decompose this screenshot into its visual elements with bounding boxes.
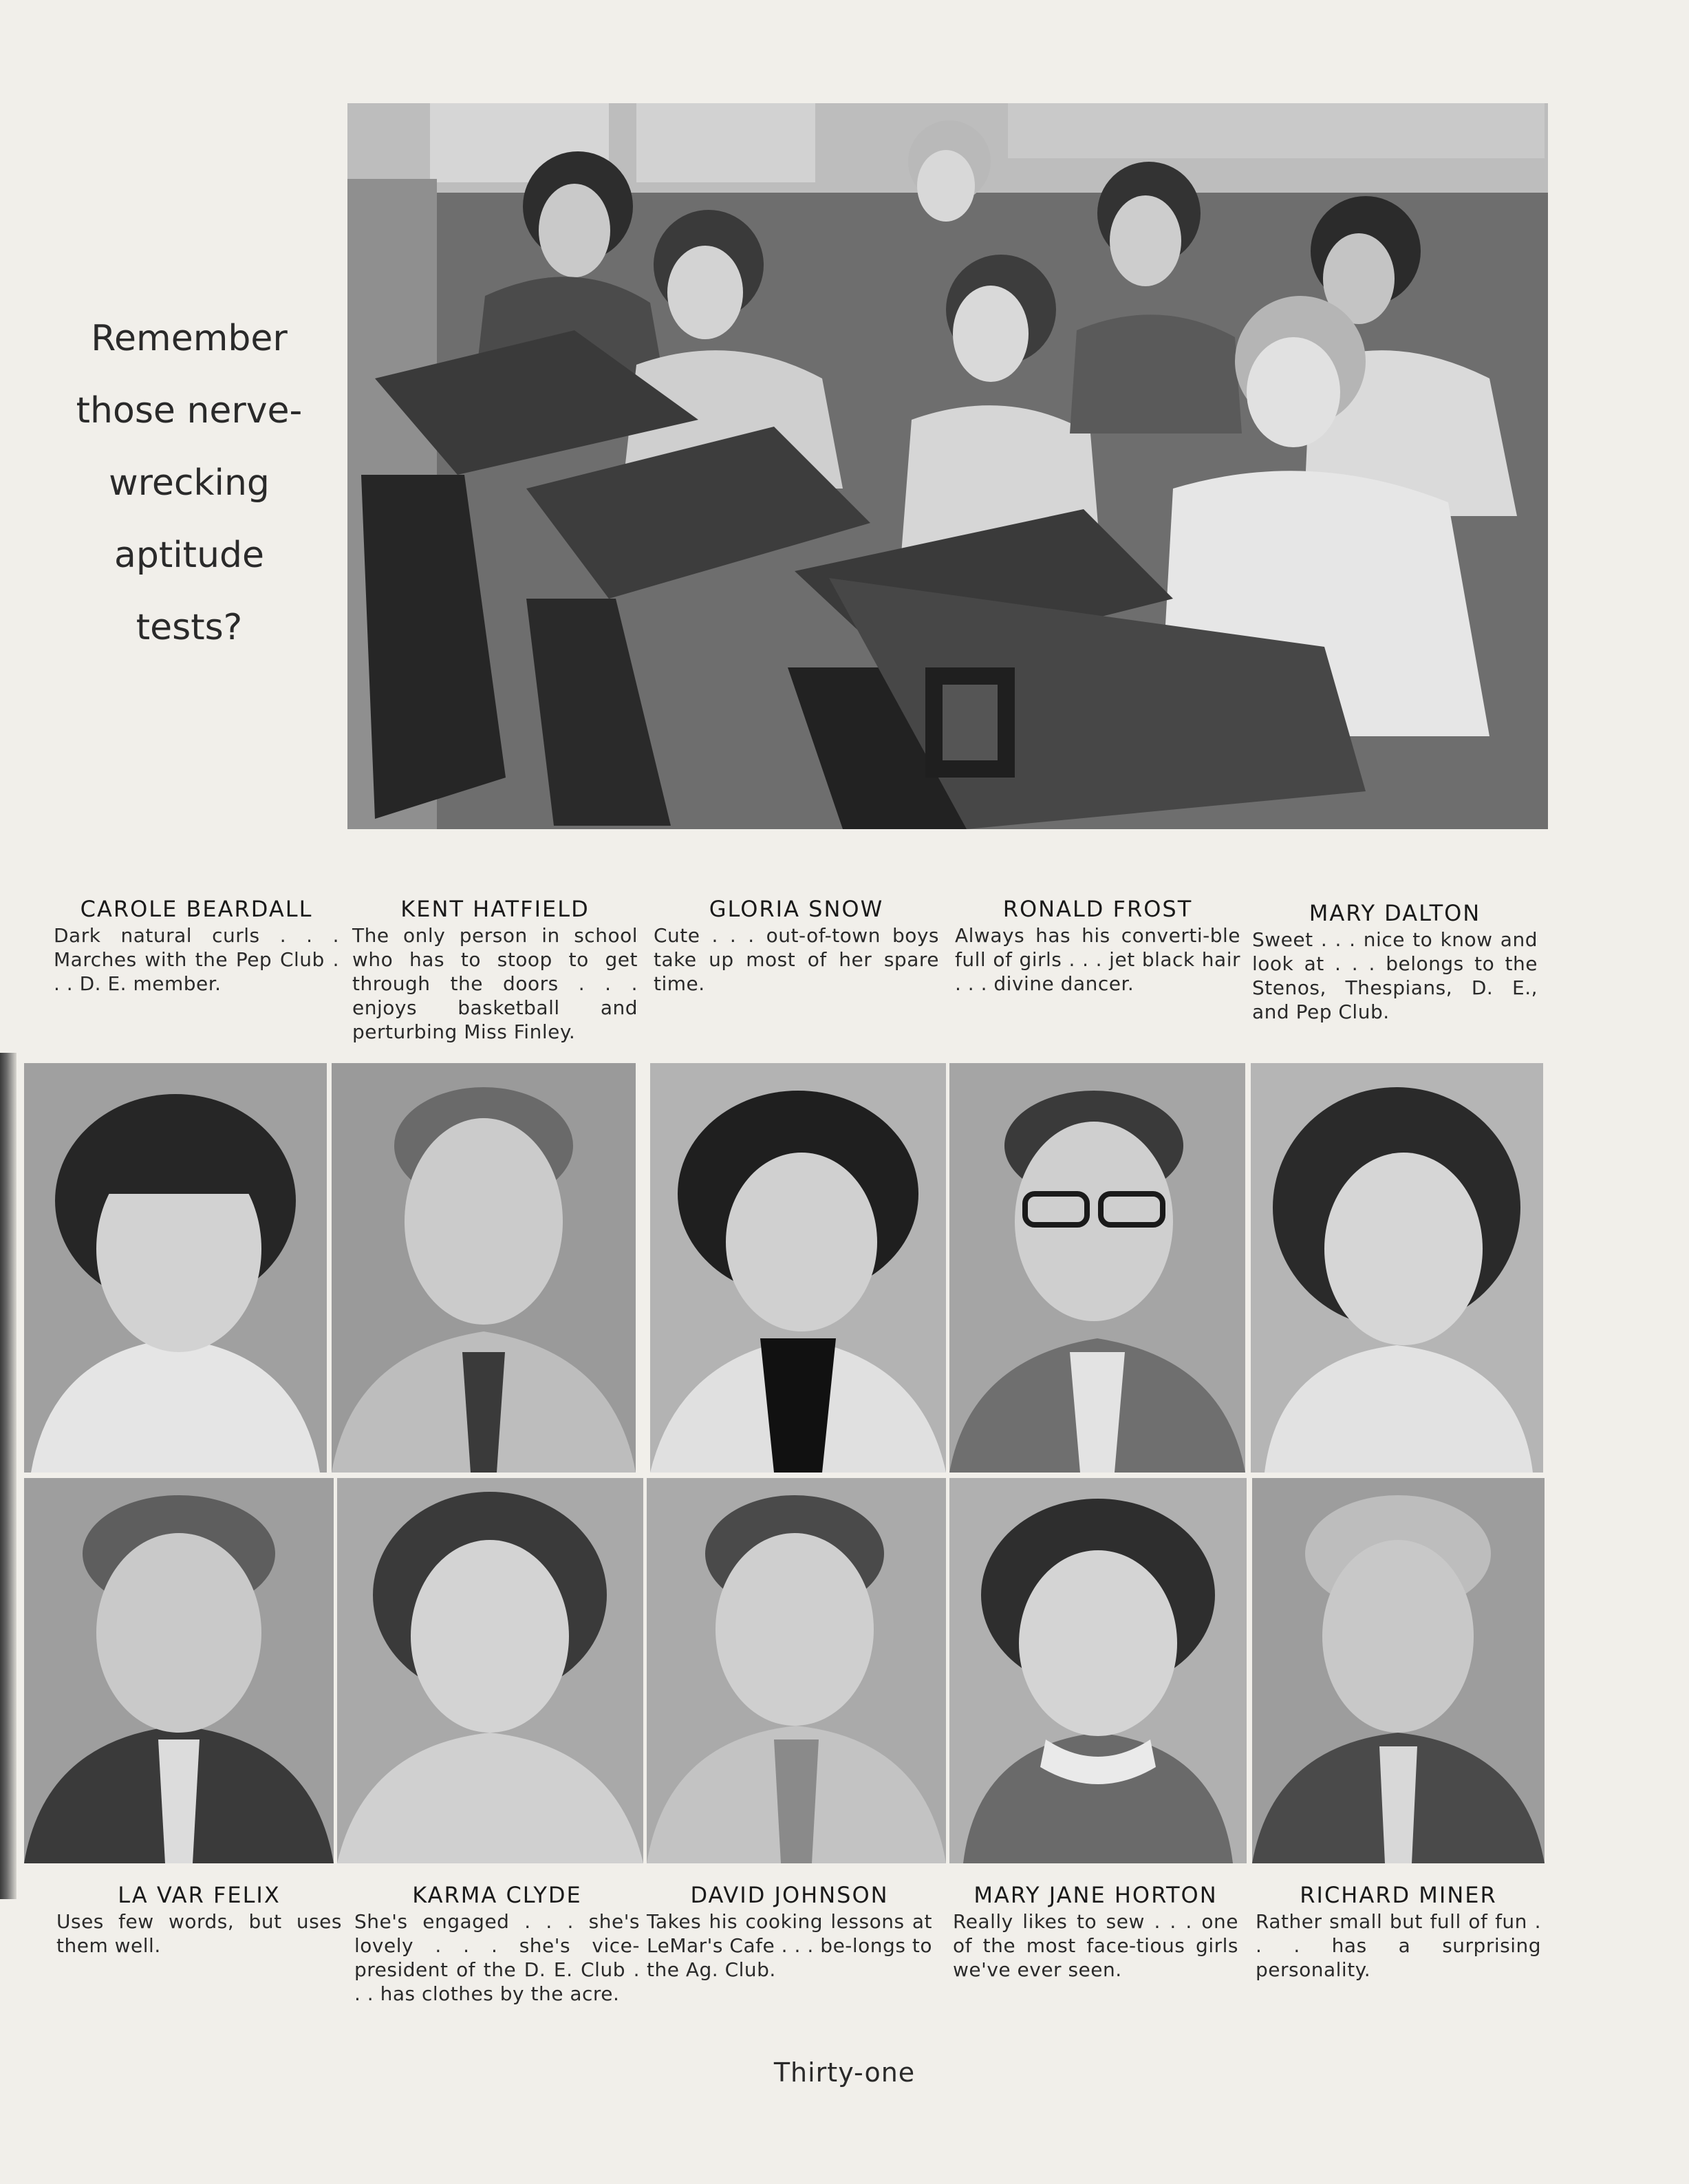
- student-description: Rather small but full of fun . . . has a surprising personality.: [1256, 1910, 1541, 1981]
- caption-line: Remember: [91, 318, 288, 359]
- student-portrait: [332, 1063, 636, 1473]
- student-bio-mary-dalton: [1252, 900, 1538, 1024]
- caption-line: those nerve-: [76, 390, 303, 431]
- student-name: RONALD FROST: [1002, 896, 1193, 922]
- student-portrait: [949, 1063, 1245, 1473]
- student-portrait: [24, 1063, 327, 1473]
- student-description: Uses few words, but uses them well.: [56, 1910, 342, 1957]
- student-description: The only person in school who has to stoop to get through the doors . . . enjoys basketball and perturbing Miss Finley.: [352, 924, 638, 1043]
- caption-line: tests?: [136, 607, 243, 648]
- student-portrait: [1251, 1063, 1543, 1473]
- student-name: RICHARD MINER: [1300, 1882, 1497, 1908]
- student-bio-richard-miner: [1256, 1882, 1541, 1982]
- student-bio-karma-clyde: [354, 1882, 640, 2006]
- student-name: KENT HATFIELD: [400, 896, 590, 922]
- student-name: CAROLE BEARDALL: [80, 896, 313, 922]
- student-description: Always has his converti-ble full of girls . . . jet black hair . . . divine dancer.: [955, 924, 1240, 995]
- student-bio-la-var-felix: [56, 1882, 342, 1958]
- student-description: Dark natural curls . . . Marches with the Pep Club . . . D. E. member.: [54, 924, 339, 995]
- student-bio-carole-beardall: [54, 896, 339, 996]
- page-number: Thirty-one: [773, 2057, 916, 2088]
- student-portrait: [647, 1478, 946, 1863]
- student-portrait: [24, 1478, 334, 1863]
- student-description: She's engaged . . . she's lovely . . . she's vice-president of the D. E. Club . . . has clothes by the acre.: [354, 1910, 640, 2005]
- student-bio-ronald-frost: [955, 896, 1240, 996]
- student-description: Really likes to sew . . . one of the most face-tious girls we've ever seen.: [953, 1910, 1238, 1981]
- caption-line: aptitude: [114, 535, 265, 576]
- page-binding-edge: [0, 1053, 17, 1899]
- student-bio-kent-hatfield: [352, 896, 638, 1044]
- student-bio-david-johnson: [647, 1882, 932, 1982]
- student-name: KARMA CLYDE: [412, 1882, 582, 1908]
- student-portrait: [337, 1478, 643, 1863]
- student-portrait: [949, 1478, 1247, 1863]
- student-description: Sweet . . . nice to know and look at . . . belongs to the Stenos, Thespians, D. E., and Pep Club.: [1252, 928, 1538, 1023]
- student-name: MARY JANE HORTON: [973, 1882, 1218, 1908]
- student-portrait: [1252, 1478, 1545, 1863]
- student-name: LA VAR FELIX: [118, 1882, 281, 1908]
- student-name: GLORIA SNOW: [709, 896, 884, 922]
- student-portrait: [650, 1063, 946, 1473]
- caption-line: wrecking: [109, 462, 270, 504]
- student-description: Cute . . . out-of-town boys take up most of her spare time.: [654, 924, 939, 995]
- student-description: Takes his cooking lessons at LeMar's Cafe . . . be-longs to the Ag. Club.: [647, 1910, 932, 1981]
- student-name: DAVID JOHNSON: [690, 1882, 889, 1908]
- student-name: MARY DALTON: [1309, 900, 1481, 926]
- student-bio-mary-jane-horton: [953, 1882, 1238, 1982]
- student-bio-gloria-snow: [654, 896, 939, 996]
- photo-caption: [62, 303, 316, 664]
- classroom-photo: [347, 103, 1548, 829]
